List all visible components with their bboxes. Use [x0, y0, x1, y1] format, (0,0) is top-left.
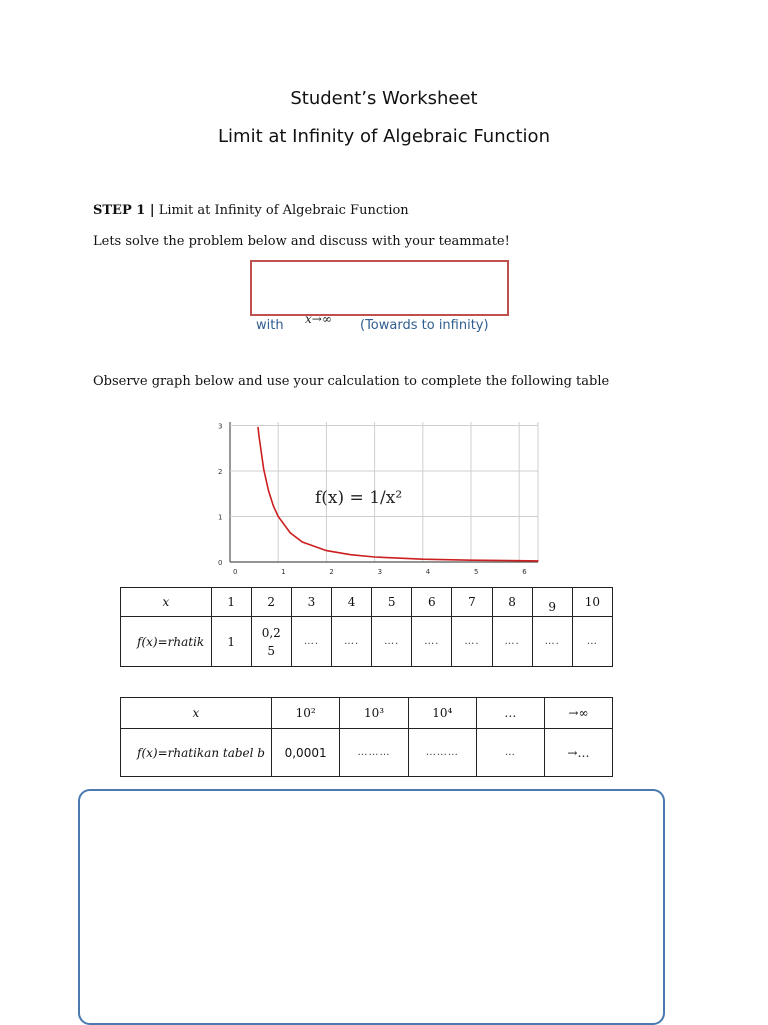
worksheet-subtitle: Limit at Infinity of Algebraic Function	[218, 126, 550, 147]
values-table-2	[120, 697, 613, 777]
table1-x-cell: 3	[291, 588, 331, 617]
worksheet-title: Student’s Worksheet	[290, 88, 478, 109]
with-label: with	[256, 318, 284, 333]
table1-fx-cell: ….	[412, 617, 452, 667]
table1-x-cell: 4	[332, 588, 372, 617]
table1-fx-cell: 0,2 5	[251, 617, 291, 667]
table1-x-cell: 9	[532, 588, 572, 617]
instruction-2: Observe graph below and use your calculation to complete the following table	[93, 374, 610, 389]
step-text: Limit at Infinity of Algebraic Function	[158, 203, 409, 218]
table1-x-cell: 6	[412, 588, 452, 617]
table2-fx-cell: …	[476, 729, 544, 777]
table1-x-cell: 10	[572, 588, 612, 617]
table1-header-fx: f(x)=rhatik	[121, 617, 212, 667]
table2-fx-cell: ………	[408, 729, 476, 777]
step-heading	[93, 203, 409, 218]
table1-header-x: x	[121, 588, 212, 617]
table1-row-x	[121, 588, 613, 617]
table2-header-fx: f(x)=rhatikan tabel b	[121, 729, 272, 777]
y-tick-label: 3	[218, 422, 223, 431]
table2-x-cell: …	[476, 698, 544, 729]
table1-fx-cell: ….	[291, 617, 331, 667]
table2-row-x	[121, 698, 613, 729]
values-table-1	[120, 587, 613, 667]
table2-row-fx	[121, 729, 613, 777]
x-tick-label: 4	[425, 568, 431, 576]
function-graph	[200, 410, 550, 585]
instruction-1: Lets solve the problem below and discuss with your teammate!	[93, 234, 510, 249]
y-tick-label: 0	[218, 559, 223, 567]
x-tick-label: 5	[474, 568, 479, 576]
table1-fx-cell: ….	[372, 617, 412, 667]
table2-fx-cell: 0,0001	[271, 729, 339, 777]
x-tick-label: 3	[377, 568, 383, 576]
table1-x-cell: 1	[211, 588, 251, 617]
problem-box	[250, 260, 509, 316]
table2-header-x: x	[121, 698, 272, 729]
answer-box[interactable]	[78, 789, 665, 1025]
towards-infinity-label: (Towards to infinity)	[360, 318, 489, 333]
table1-x-cell: 7	[452, 588, 492, 617]
table1-fx-cell: ….	[332, 617, 372, 667]
table2-fx-cell: →…	[544, 729, 612, 777]
table2-x-cell: 10⁴	[408, 698, 476, 729]
table2-x-cell: 10³	[340, 698, 408, 729]
x-tick-label: 1	[281, 568, 286, 576]
y-tick-label: 1	[218, 513, 223, 522]
table1-fx-cell: ….	[452, 617, 492, 667]
table1-fx-cell: ….	[532, 617, 572, 667]
y-tick-label: 2	[218, 468, 223, 476]
table2-fx-cell: ………	[340, 729, 408, 777]
x-tick-label: 6	[522, 568, 527, 576]
table1-row-fx	[121, 617, 613, 667]
table1-fx-cell: 1	[211, 617, 251, 667]
table1-fx-cell: …	[572, 617, 612, 667]
graph-formula: f(x) = 1/x²	[315, 488, 403, 508]
step-label: STEP 1 |	[93, 203, 155, 218]
table1-x-cell: 2	[251, 588, 291, 617]
x-tick-label: 0	[233, 568, 238, 576]
table2-x-cell: 10²	[271, 698, 339, 729]
table2-x-cell: →∞	[544, 698, 612, 729]
table1-x-cell: 5	[372, 588, 412, 617]
table1-x-cell: 8	[492, 588, 532, 617]
table1-fx-cell: ….	[492, 617, 532, 667]
limit-notation: x→∞	[305, 312, 332, 326]
x-tick-label: 2	[329, 568, 334, 576]
